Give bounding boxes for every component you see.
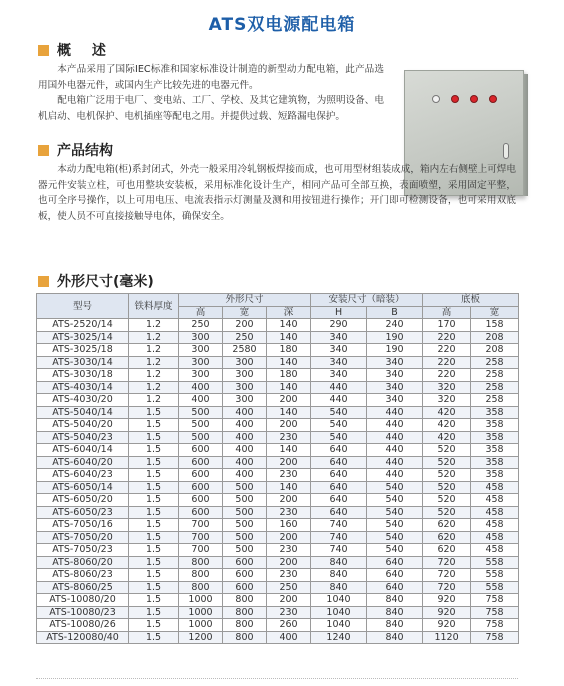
cell-depth: 200 <box>267 556 311 569</box>
section-heading-text: 外形尺寸(毫米) <box>57 274 154 290</box>
table-row <box>37 519 519 532</box>
cell-plate-width: 458 <box>471 481 519 494</box>
cell-model: ATS-3030/14 <box>37 356 129 369</box>
subheader-depth: 深 <box>267 306 311 319</box>
cell-install-h: 340 <box>311 344 367 357</box>
cell-model: ATS-3025/14 <box>37 331 129 344</box>
cell-plate-height: 920 <box>423 606 471 619</box>
cell-thickness: 1.5 <box>129 406 179 419</box>
cell-thickness: 1.2 <box>129 381 179 394</box>
cell-install-h: 640 <box>311 469 367 482</box>
cell-width: 300 <box>223 394 267 407</box>
cell-plate-width: 458 <box>471 506 519 519</box>
cell-height: 400 <box>179 394 223 407</box>
cell-plate-height: 720 <box>423 556 471 569</box>
cell-height: 600 <box>179 494 223 507</box>
cell-width: 600 <box>223 556 267 569</box>
cell-plate-width: 758 <box>471 619 519 632</box>
cell-plate-height: 520 <box>423 506 471 519</box>
cell-install-b: 540 <box>367 519 423 532</box>
cell-plate-width: 458 <box>471 531 519 544</box>
cell-height: 300 <box>179 369 223 382</box>
cell-thickness: 1.5 <box>129 556 179 569</box>
structure-text <box>38 162 516 224</box>
cell-depth: 260 <box>267 619 311 632</box>
cell-depth: 230 <box>267 606 311 619</box>
cell-plate-width: 758 <box>471 631 519 644</box>
cell-model: ATS-7050/16 <box>37 519 129 532</box>
cell-width: 800 <box>223 594 267 607</box>
section-marker-icon <box>38 45 49 56</box>
table-row <box>37 556 519 569</box>
cell-width: 800 <box>223 619 267 632</box>
cell-plate-width: 758 <box>471 594 519 607</box>
cell-width: 300 <box>223 356 267 369</box>
indicator-lamp-icon <box>432 95 440 103</box>
cell-model: ATS-3030/18 <box>37 369 129 382</box>
cell-width: 400 <box>223 431 267 444</box>
cell-width: 300 <box>223 381 267 394</box>
cell-model: ATS-4030/14 <box>37 381 129 394</box>
cell-depth: 200 <box>267 456 311 469</box>
cell-width: 800 <box>223 631 267 644</box>
cell-model: ATS-2520/14 <box>37 319 129 332</box>
cell-install-b: 640 <box>367 569 423 582</box>
overview-paragraph: 配电箱广泛用于电厂、变电站、工厂、学校、及其它建筑物，为照明设备、电机启动、电机保护、电机插座等配电之用。并提供过载、短路漏电保护。 <box>38 95 384 122</box>
cell-height: 250 <box>179 319 223 332</box>
cell-thickness: 1.5 <box>129 544 179 557</box>
cell-plate-height: 320 <box>423 394 471 407</box>
cell-plate-height: 220 <box>423 344 471 357</box>
cell-depth: 400 <box>267 631 311 644</box>
table-row <box>37 531 519 544</box>
table-row <box>37 431 519 444</box>
cell-install-h: 340 <box>311 369 367 382</box>
cell-plate-height: 320 <box>423 381 471 394</box>
cell-plate-width: 258 <box>471 369 519 382</box>
cell-plate-height: 720 <box>423 569 471 582</box>
cell-plate-height: 420 <box>423 406 471 419</box>
cell-depth: 250 <box>267 581 311 594</box>
cell-model: ATS-4030/20 <box>37 394 129 407</box>
table-row <box>37 419 519 432</box>
cell-thickness: 1.5 <box>129 594 179 607</box>
cell-width: 250 <box>223 331 267 344</box>
cell-install-h: 440 <box>311 381 367 394</box>
cell-plate-width: 558 <box>471 556 519 569</box>
table-row <box>37 319 519 332</box>
cell-depth: 200 <box>267 394 311 407</box>
cell-install-b: 340 <box>367 381 423 394</box>
cell-width: 600 <box>223 569 267 582</box>
cell-plate-height: 520 <box>423 469 471 482</box>
cell-install-b: 190 <box>367 331 423 344</box>
cell-depth: 230 <box>267 569 311 582</box>
table-row <box>37 331 519 344</box>
cell-install-b: 340 <box>367 369 423 382</box>
cell-height: 500 <box>179 419 223 432</box>
table-row <box>37 606 519 619</box>
table-row <box>37 594 519 607</box>
section-heading-text: 概 述 <box>57 43 114 59</box>
cell-model: ATS-3025/18 <box>37 344 129 357</box>
cell-height: 700 <box>179 531 223 544</box>
cell-install-b: 340 <box>367 356 423 369</box>
dimensions-table <box>36 293 519 644</box>
cell-plate-width: 758 <box>471 606 519 619</box>
cell-depth: 140 <box>267 444 311 457</box>
cell-model: ATS-5040/20 <box>37 419 129 432</box>
header-thickness: 铁料厚度 <box>129 294 179 319</box>
footer-divider <box>36 678 518 679</box>
cell-depth: 180 <box>267 369 311 382</box>
cell-plate-height: 620 <box>423 544 471 557</box>
cell-install-b: 540 <box>367 481 423 494</box>
table-row <box>37 394 519 407</box>
cell-model: ATS-6040/14 <box>37 444 129 457</box>
cell-install-b: 840 <box>367 594 423 607</box>
cell-plate-width: 358 <box>471 456 519 469</box>
cell-thickness: 1.5 <box>129 569 179 582</box>
cell-install-h: 340 <box>311 356 367 369</box>
cell-plate-height: 220 <box>423 356 471 369</box>
cell-plate-width: 358 <box>471 419 519 432</box>
table-row <box>37 456 519 469</box>
cabinet-side-edge <box>523 74 528 196</box>
cell-thickness: 1.2 <box>129 356 179 369</box>
cell-depth: 200 <box>267 494 311 507</box>
cell-plate-height: 170 <box>423 319 471 332</box>
cell-thickness: 1.5 <box>129 431 179 444</box>
cell-depth: 230 <box>267 506 311 519</box>
table-row <box>37 406 519 419</box>
cell-thickness: 1.5 <box>129 519 179 532</box>
cell-depth: 200 <box>267 531 311 544</box>
cell-plate-height: 420 <box>423 431 471 444</box>
cell-plate-width: 158 <box>471 319 519 332</box>
cell-thickness: 1.5 <box>129 619 179 632</box>
cell-model: ATS-7050/20 <box>37 531 129 544</box>
cell-model: ATS-8060/23 <box>37 569 129 582</box>
cell-install-h: 740 <box>311 544 367 557</box>
cell-depth: 230 <box>267 469 311 482</box>
cell-height: 1200 <box>179 631 223 644</box>
cell-plate-width: 358 <box>471 469 519 482</box>
cell-model: ATS-8060/25 <box>37 581 129 594</box>
cell-plate-height: 620 <box>423 519 471 532</box>
cell-install-h: 1040 <box>311 619 367 632</box>
table-row <box>37 344 519 357</box>
cell-install-b: 240 <box>367 319 423 332</box>
cell-model: ATS-8060/20 <box>37 556 129 569</box>
table-row <box>37 481 519 494</box>
cell-height: 600 <box>179 469 223 482</box>
indicator-lamp-icon <box>470 95 478 103</box>
cell-model: ATS-6050/23 <box>37 506 129 519</box>
table-row <box>37 569 519 582</box>
cell-plate-height: 520 <box>423 481 471 494</box>
section-heading-dimensions <box>38 271 154 291</box>
cell-model: ATS-10080/23 <box>37 606 129 619</box>
cell-depth: 160 <box>267 519 311 532</box>
header-install-size: 安装尺寸（暗装） <box>311 294 423 307</box>
cell-plate-width: 358 <box>471 444 519 457</box>
cell-install-b: 190 <box>367 344 423 357</box>
indicator-lamp-icon <box>451 95 459 103</box>
cell-depth: 230 <box>267 431 311 444</box>
page-title: ATS双电源配电箱 <box>208 15 356 35</box>
cell-plate-width: 558 <box>471 581 519 594</box>
cell-height: 1000 <box>179 606 223 619</box>
cell-height: 1000 <box>179 619 223 632</box>
subheader-h: H <box>311 306 367 319</box>
cell-depth: 140 <box>267 331 311 344</box>
cell-install-h: 840 <box>311 556 367 569</box>
table-row <box>37 631 519 644</box>
table-body <box>37 319 519 644</box>
cell-plate-width: 558 <box>471 569 519 582</box>
table-header-row <box>37 294 519 307</box>
cell-width: 300 <box>223 369 267 382</box>
cell-install-b: 840 <box>367 631 423 644</box>
cell-plate-width: 358 <box>471 406 519 419</box>
cell-width: 400 <box>223 444 267 457</box>
cell-width: 500 <box>223 494 267 507</box>
cell-height: 700 <box>179 519 223 532</box>
cell-height: 500 <box>179 431 223 444</box>
cell-plate-height: 220 <box>423 331 471 344</box>
cell-height: 800 <box>179 569 223 582</box>
cell-install-h: 740 <box>311 519 367 532</box>
cell-plate-width: 458 <box>471 544 519 557</box>
cell-thickness: 1.5 <box>129 581 179 594</box>
cell-install-b: 440 <box>367 431 423 444</box>
table-row <box>37 581 519 594</box>
cell-install-b: 640 <box>367 581 423 594</box>
cell-plate-height: 520 <box>423 494 471 507</box>
subheader-plate-height: 高 <box>423 306 471 319</box>
structure-paragraph: 本动力配电箱(柜)系封闭式，外壳一般采用冷轧钢板焊接而成，也可用型材组装成成，箱内左右侧壁上可焊电器元件安装立柱，可也用整块安装板，采用标准化设计生产，相同产品可全部互换，表面喷塑，采用固定平整，也可全序号操作，以上可用电压、电流表指示灯测量及测和用按钮进行操作；开门即可检测设备，也可采用双底板，使人员不可直接接触导电体，确保安全。 <box>38 164 516 222</box>
cell-plate-width: 358 <box>471 431 519 444</box>
cell-install-h: 840 <box>311 569 367 582</box>
cell-width: 400 <box>223 456 267 469</box>
table-row <box>37 506 519 519</box>
cell-depth: 200 <box>267 419 311 432</box>
cell-install-h: 840 <box>311 581 367 594</box>
indicator-lamp-icon <box>489 95 497 103</box>
cell-width: 400 <box>223 469 267 482</box>
cell-install-b: 440 <box>367 406 423 419</box>
cell-plate-height: 920 <box>423 619 471 632</box>
cell-thickness: 1.2 <box>129 344 179 357</box>
cell-install-h: 1040 <box>311 606 367 619</box>
cell-install-h: 1040 <box>311 594 367 607</box>
cell-width: 600 <box>223 581 267 594</box>
cell-height: 700 <box>179 544 223 557</box>
subheader-width: 宽 <box>223 306 267 319</box>
cell-width: 2580 <box>223 344 267 357</box>
header-model: 型号 <box>37 294 129 319</box>
cell-height: 600 <box>179 506 223 519</box>
cell-install-b: 540 <box>367 544 423 557</box>
cell-plate-width: 458 <box>471 494 519 507</box>
cell-install-h: 540 <box>311 419 367 432</box>
cell-install-b: 540 <box>367 494 423 507</box>
cell-thickness: 1.5 <box>129 631 179 644</box>
cell-install-h: 290 <box>311 319 367 332</box>
overview-paragraph: 本产品采用了国际IEC标准和国家标准设计制造的新型动力配电箱，此产品选用国外电器元件，或国内生产比较先进的电器元件。 <box>38 64 384 91</box>
section-heading-text: 产品结构 <box>57 143 113 159</box>
cell-install-h: 640 <box>311 494 367 507</box>
cell-install-h: 740 <box>311 531 367 544</box>
cell-thickness: 1.2 <box>129 331 179 344</box>
cell-model: ATS-6040/20 <box>37 456 129 469</box>
cell-width: 200 <box>223 319 267 332</box>
subheader-height: 高 <box>179 306 223 319</box>
cell-thickness: 1.2 <box>129 369 179 382</box>
cell-depth: 180 <box>267 344 311 357</box>
cell-plate-width: 258 <box>471 381 519 394</box>
section-marker-icon <box>38 145 49 156</box>
cell-depth: 140 <box>267 406 311 419</box>
cell-install-h: 640 <box>311 506 367 519</box>
cell-model: ATS-5040/14 <box>37 406 129 419</box>
cell-depth: 140 <box>267 356 311 369</box>
cell-thickness: 1.5 <box>129 469 179 482</box>
table-row <box>37 381 519 394</box>
cell-model: ATS-10080/20 <box>37 594 129 607</box>
cell-plate-height: 720 <box>423 581 471 594</box>
overview-text <box>38 62 384 124</box>
cell-model: ATS-7050/23 <box>37 544 129 557</box>
cell-install-h: 640 <box>311 481 367 494</box>
cell-plate-height: 420 <box>423 419 471 432</box>
cell-width: 500 <box>223 531 267 544</box>
cell-depth: 140 <box>267 481 311 494</box>
cell-install-b: 440 <box>367 419 423 432</box>
cell-install-h: 540 <box>311 431 367 444</box>
cell-thickness: 1.5 <box>129 531 179 544</box>
cell-height: 600 <box>179 456 223 469</box>
door-handle-icon <box>503 143 509 159</box>
cell-thickness: 1.5 <box>129 606 179 619</box>
cell-install-b: 440 <box>367 469 423 482</box>
cell-install-b: 340 <box>367 394 423 407</box>
cell-thickness: 1.5 <box>129 481 179 494</box>
cell-install-b: 440 <box>367 444 423 457</box>
cell-width: 400 <box>223 419 267 432</box>
cell-model: ATS-5040/23 <box>37 431 129 444</box>
cell-height: 300 <box>179 344 223 357</box>
cell-plate-height: 620 <box>423 531 471 544</box>
cell-plate-height: 520 <box>423 444 471 457</box>
cell-plate-width: 208 <box>471 344 519 357</box>
subheader-plate-width: 宽 <box>471 306 519 319</box>
cell-install-h: 1240 <box>311 631 367 644</box>
cell-thickness: 1.5 <box>129 444 179 457</box>
cell-thickness: 1.2 <box>129 319 179 332</box>
cell-plate-height: 220 <box>423 369 471 382</box>
cell-plate-width: 258 <box>471 394 519 407</box>
cell-plate-height: 920 <box>423 594 471 607</box>
cell-thickness: 1.5 <box>129 419 179 432</box>
cell-width: 500 <box>223 481 267 494</box>
cell-width: 500 <box>223 519 267 532</box>
cell-model: ATS-6050/14 <box>37 481 129 494</box>
cell-depth: 230 <box>267 544 311 557</box>
cell-plate-width: 208 <box>471 331 519 344</box>
cell-install-b: 540 <box>367 531 423 544</box>
table-row <box>37 494 519 507</box>
cell-install-h: 540 <box>311 406 367 419</box>
cell-height: 500 <box>179 406 223 419</box>
cell-thickness: 1.2 <box>129 394 179 407</box>
cell-install-b: 640 <box>367 556 423 569</box>
cell-plate-height: 520 <box>423 456 471 469</box>
table-row <box>37 369 519 382</box>
cell-height: 300 <box>179 331 223 344</box>
cell-height: 1000 <box>179 594 223 607</box>
cell-model: ATS-6050/20 <box>37 494 129 507</box>
cell-model: ATS-120080/40 <box>37 631 129 644</box>
cell-width: 400 <box>223 406 267 419</box>
cell-depth: 200 <box>267 594 311 607</box>
subheader-b: B <box>367 306 423 319</box>
cell-install-h: 340 <box>311 331 367 344</box>
cell-plate-width: 258 <box>471 356 519 369</box>
cell-install-b: 840 <box>367 606 423 619</box>
cell-thickness: 1.5 <box>129 494 179 507</box>
cell-thickness: 1.5 <box>129 456 179 469</box>
cell-width: 800 <box>223 606 267 619</box>
cell-plate-width: 458 <box>471 519 519 532</box>
cell-install-b: 540 <box>367 506 423 519</box>
cell-install-b: 840 <box>367 619 423 632</box>
cell-height: 400 <box>179 381 223 394</box>
section-heading-overview <box>38 40 114 60</box>
cell-plate-height: 1120 <box>423 631 471 644</box>
cell-height: 800 <box>179 581 223 594</box>
cell-install-h: 440 <box>311 394 367 407</box>
table-row <box>37 444 519 457</box>
header-outer-size: 外形尺寸 <box>179 294 311 307</box>
cell-model: ATS-10080/26 <box>37 619 129 632</box>
cell-height: 300 <box>179 356 223 369</box>
table-row <box>37 619 519 632</box>
cell-model: ATS-6040/23 <box>37 469 129 482</box>
header-base-plate: 底板 <box>423 294 519 307</box>
cell-depth: 140 <box>267 319 311 332</box>
table-row <box>37 469 519 482</box>
cell-install-h: 640 <box>311 444 367 457</box>
section-heading-structure <box>38 140 113 160</box>
cell-height: 600 <box>179 481 223 494</box>
cell-depth: 140 <box>267 381 311 394</box>
cell-height: 800 <box>179 556 223 569</box>
cell-install-h: 640 <box>311 456 367 469</box>
section-marker-icon <box>38 276 49 287</box>
table-row <box>37 544 519 557</box>
table-row <box>37 356 519 369</box>
cell-install-b: 440 <box>367 456 423 469</box>
cell-width: 500 <box>223 506 267 519</box>
cell-thickness: 1.5 <box>129 506 179 519</box>
cell-width: 500 <box>223 544 267 557</box>
cell-height: 600 <box>179 444 223 457</box>
